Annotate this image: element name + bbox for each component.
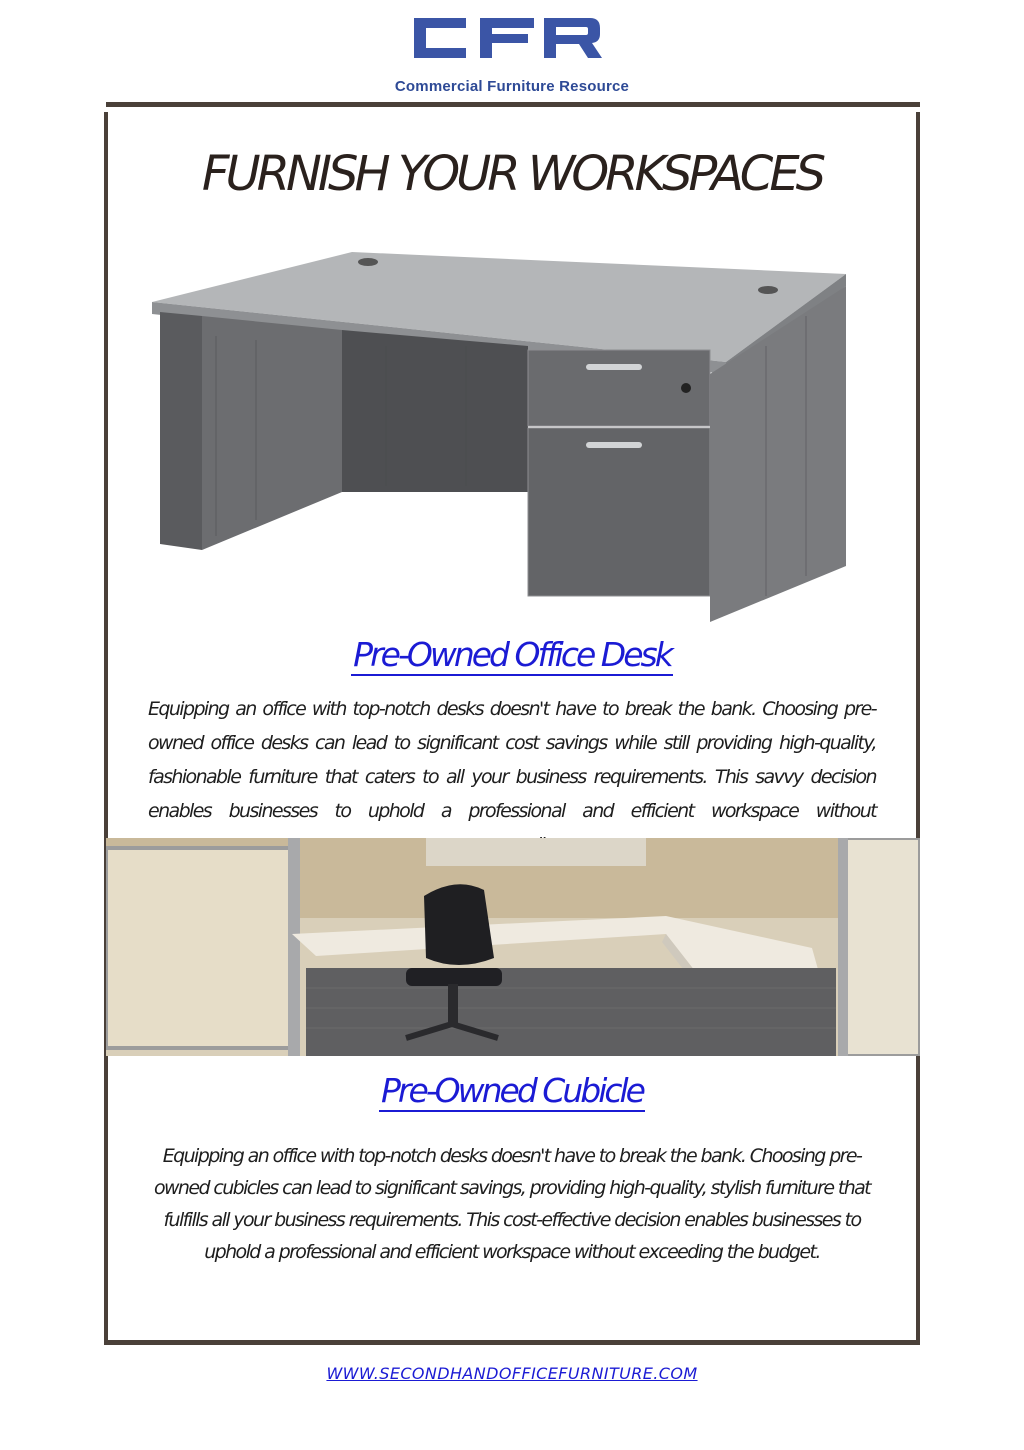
cfr-logo-mark bbox=[408, 12, 604, 64]
section-title-desk[interactable] bbox=[108, 632, 916, 678]
frame-border-left bbox=[104, 112, 108, 1344]
office-desk-photo bbox=[146, 246, 858, 624]
frame-border-bottom bbox=[104, 1340, 920, 1345]
frame-border-right bbox=[916, 112, 920, 1344]
page-headline: FURNISH YOUR WORKSPACES bbox=[201, 146, 823, 202]
brand-logo bbox=[362, 12, 662, 95]
cubicle-photo bbox=[106, 838, 920, 1056]
section-title-cubicle[interactable] bbox=[108, 1068, 916, 1114]
section-title-desk-text[interactable]: Pre-Owned Office Desk bbox=[353, 635, 671, 674]
footer-website-link[interactable]: WWW.SECONDHANDOFFICEFURNITURE.COM bbox=[326, 1364, 698, 1383]
section-title-cubicle-text[interactable]: Pre-Owned Cubicle bbox=[381, 1071, 643, 1110]
section-body-cubicle: Equipping an office with top-notch desks doesn't have to break the bank. Choosing pre-owned cubicles can lead to significant savings, providing high-quality, stylish furniture that fulfills all your business requirements. This cost-effective decision enables businesses to uphold a professional and efficient workspace without exceeding the budget. bbox=[153, 1145, 871, 1263]
section-body-desk: Equipping an office with top-notch desks doesn't have to break the bank. Choosing pre-owned office desks can lead to significant cost savings while still providing high-quality, fashionable furniture that caters to all your business requirements. This savvy decision enables businesses to uphold a professional and efficient workspace without bbox=[148, 698, 876, 822]
brand-tagline: Commercial Furniture Resource bbox=[394, 78, 630, 95]
frame-border-top bbox=[106, 102, 920, 107]
